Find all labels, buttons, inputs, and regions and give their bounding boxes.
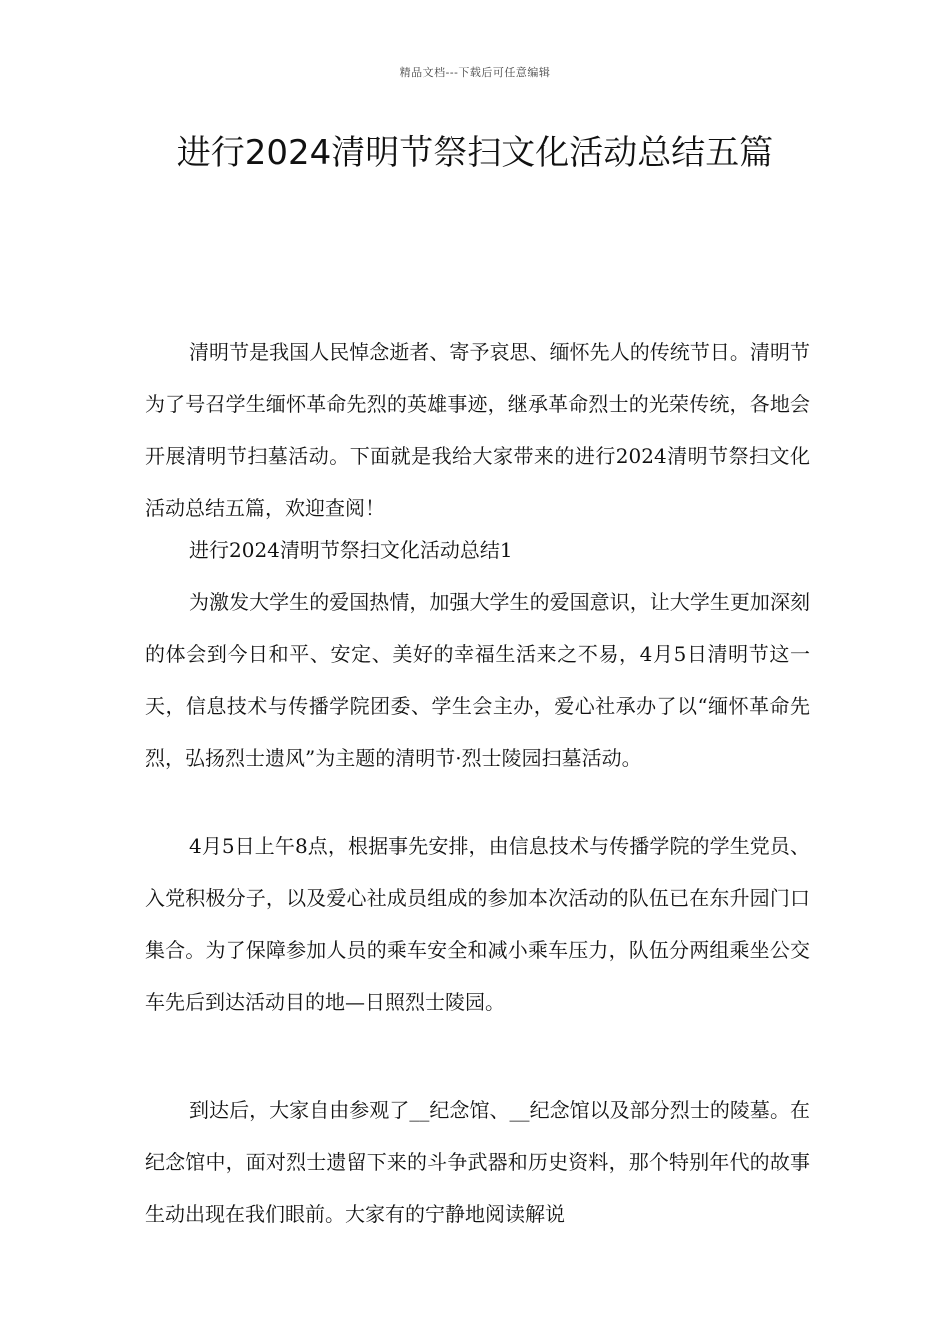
body-paragraph: 到达后，大家自由参观了__纪念馆、__纪念馆以及部分烈士的陵墓。在纪念馆中，面对烈士遗留下来的斗争武器和历史资料，那个特别年代的故事生动出现在我们眼前。大家有的宁静地阅读解说 xyxy=(145,1098,810,1226)
document-title: 进行2024清明节祭扫文化活动总结五篇 xyxy=(176,133,774,173)
header-note: 精品文档---下载后可任意编辑 xyxy=(399,66,551,79)
section-heading: 进行2024清明节祭扫文化活动总结1 xyxy=(189,538,513,562)
body-paragraph: 为激发大学生的爱国热情，加强大学生的爱国意识，让大学生更加深刻的体会到今日和平、安定、美好的幸福生活来之不易，4月5日清明节这一天，信息技术与传播学院团委、学生会主办，爱心社承办了以“缅怀革命先烈，弘扬烈士遗风”为主题的清明节·烈士陵园扫墓活动。 xyxy=(145,590,810,770)
intro-paragraph: 清明节是我国人民悼念逝者、寄予哀思、缅怀先人的传统节日。清明节为了号召学生缅怀革命先烈的英雄事迹，继承革命烈士的光荣传统，各地会开展清明节扫墓活动。下面就是我给大家带来的进行2024清明节祭扫文化活动总结五篇，欢迎查阅！ xyxy=(145,340,810,520)
body-paragraph: 4月5日上午8点，根据事先安排，由信息技术与传播学院的学生党员、入党积极分子，以及爱心社成员组成的参加本次活动的队伍已在东升园门口集合。为了保障参加人员的乘车安全和减小乘车压力，队伍分两组乘坐公交车先后到达活动目的地—日照烈士陵园。 xyxy=(145,834,810,1014)
